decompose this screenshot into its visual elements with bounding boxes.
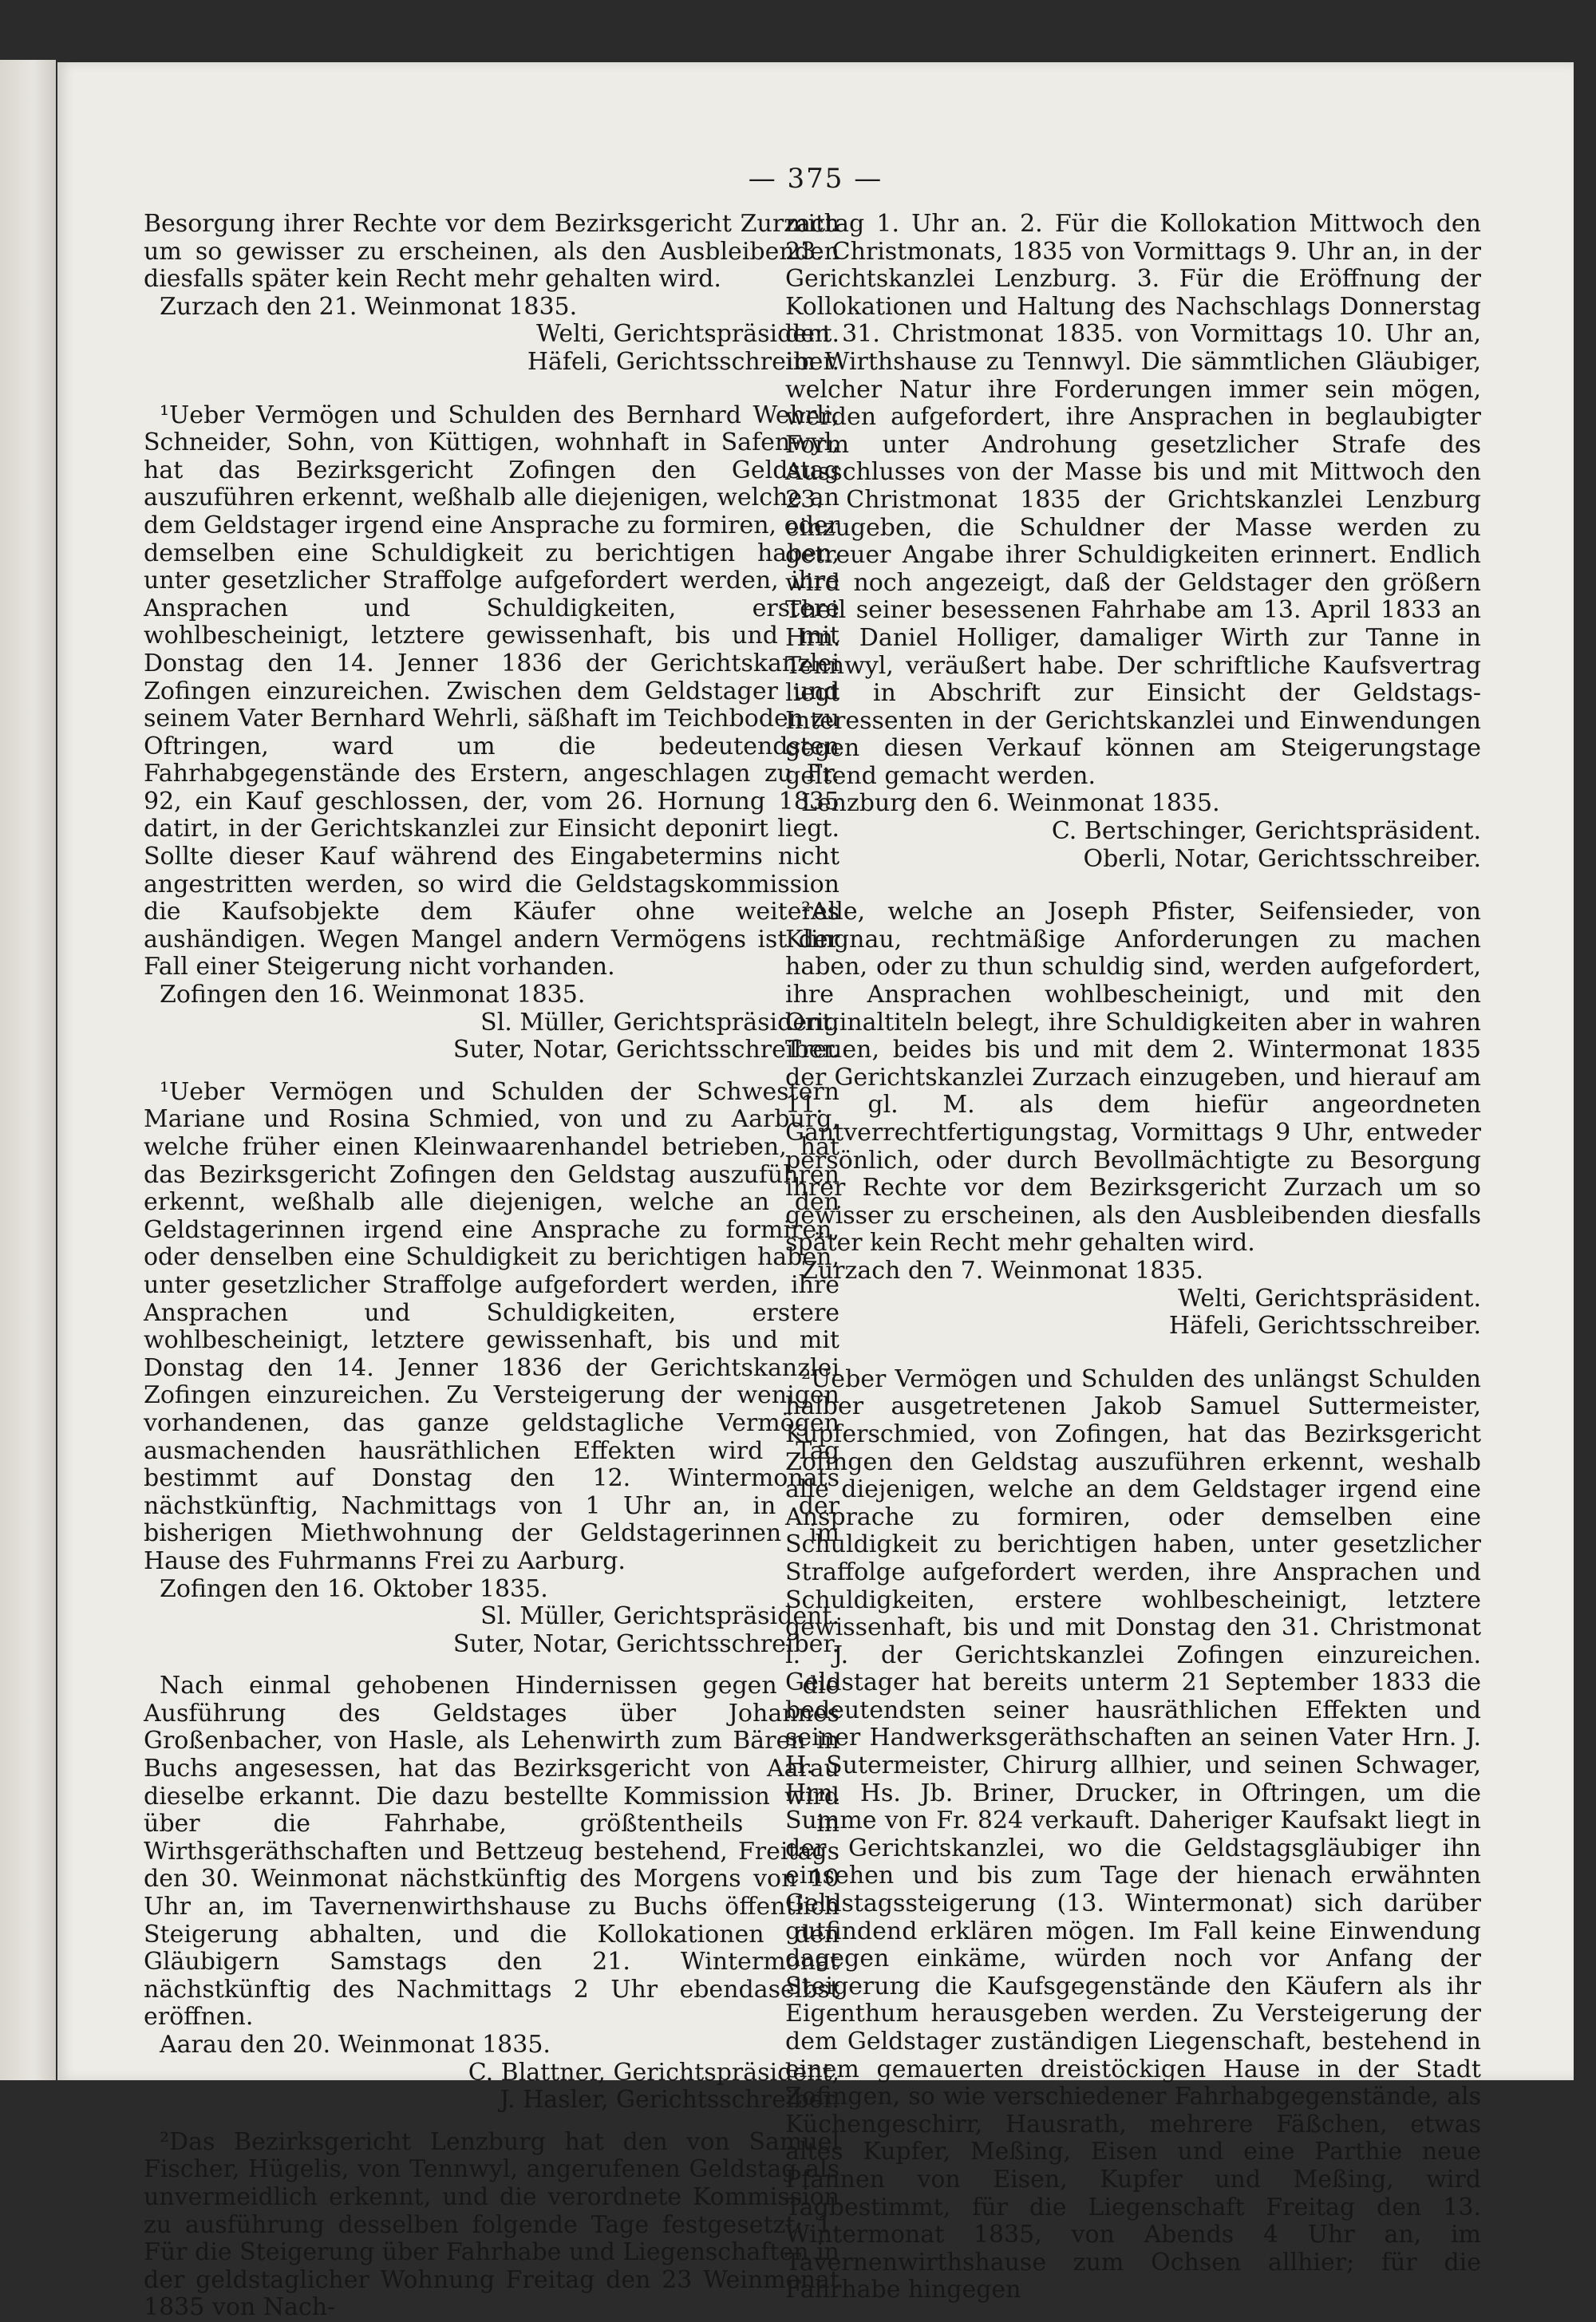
notice-date: Aarau den 20. Weinmonat 1835. <box>160 2031 551 2059</box>
notice-text: ²Das Bezirksgericht Lenzburg hat den von Samuel Fischer, Hügelis, von Tennwyl, angerufenen Geldstag als unvermeidlich erkennt, und die verordnete Kommission zu ausführung desselben folgende Tage festgesetzt: 1. Für die Steigerung über Fahrhabe und Liegenschaften in der geldstaglicher Wohnung Freitag den 23 Weinmonat 1835 von Nach- <box>144 2127 839 2322</box>
notice-text: mittag 1. Uhr an. 2. Für die Kollokation Mittwoch den 23. Christmonats, 1835 von Vormittags 9. Uhr an, in der Gerichtskanzlei Lenzburg. 3. Für die Eröffnung der Kollokationen und Haltung des Nachschlags Donnerstag den 31. Christmonat 1835. von Vormittags 10. Uhr an, im Wirthshause zu Tennwyl. Die sämmtlichen Gläubiger, welcher Natur ihre Forderungen immer sein mögen, werden aufgefordert, ihre Ansprachen in beglaubigter Form unter Androhung gesetzlicher Strafe des Ausschlusses von der Masse bis und mit Mittwoch den 23. Christmonat 1835 der Grichtskanzlei Lenzburg einzugeben, die Schuldner der Masse werden zu getreuer Angabe ihrer Schuldigkeiten erinnert. Endlich wird noch angezeigt, daß der Geldstager den größern Theil seiner besessenen Fahrhabe am 13. April 1833 an Hrn. Daniel Holliger, damaliger Wirth zur Tanne in Tennwyl, veräußert habe. Der schriftliche Kaufsvertrag liegt in Abschrift zur Einsicht der Geldstags-Interessenten in der Gerichtskanzlei und Einwendungen gegen diesen Verkauf können am Steigerungstage geltend gemacht werden. <box>785 210 1481 790</box>
signature-president: Sl. Müller, Gerichtspräsident. <box>480 1602 839 1631</box>
signature-clerk: Suter, Notar, Gerichtsschreiber. <box>452 1036 839 1064</box>
notice-wehrli <box>144 402 839 1064</box>
notice-grossenbacher <box>144 1672 839 2115</box>
signature-president: Welti, Gerichtspräsident. <box>1178 1284 1481 1313</box>
page-number: — 375 — <box>748 163 883 195</box>
notice-suttermeister <box>785 1366 1481 2304</box>
right-column <box>785 211 1481 2304</box>
notice-text: Nach einmal gehobenen Hindernissen gegen die Ausführung des Geldstages über Johannes Großenbacher, von Hasle, als Lehenwirth zum Bären in Buchs angesessen, hat das Bezirksgericht von Aarau dieselbe erkannt. Die dazu bestellte Kommission wird über die Fahrhabe, größtentheils in Wirthsgeräthschaften und Bettzeug bestehend, Freitags den 30. Weinmonat nächstkünftig des Morgens von 10 Uhr an, im Tavernenwirthshause zu Buchs öffentlich Steigerung abhalten, und die Kollokationen den Gläubigern Samstags den 21. Wintermonat nächstkünftig des Nachmittags 2 Uhr ebendaselbst eröffnen. <box>144 1672 839 2032</box>
notice-date: Zurzach den 21. Weinmonat 1835. <box>160 292 578 321</box>
left-column <box>144 211 839 2322</box>
signature-president: Welti, Gerichtspräsident. <box>536 320 839 349</box>
notice-text: Besorgung ihrer Rechte vor dem Bezirksgericht Zurzach um so gewisser zu erscheinen, als den Ausbleibenden diesfalls später kein Recht mehr gehalten wird. <box>144 210 839 294</box>
notice-text: ¹Ueber Vermögen und Schulden des Bernhard Wehrli, Schneider, Sohn, von Küttigen, wohnhaft in Safenwyl, hat das Bezirksgericht Zofingen den Geldstag auszuführen erkennt, weßhalb alle diejenigen, welche an dem Geldstager irgend eine Ansprache zu formiren, oder demselben eine Schuldigkeit zu berichtigen haben, unter gesetzlicher Straffolge aufgefordert werden, ihre Ansprachen und Schuldigkeiten, erstere wohlbescheinigt, letztere gewissenhaft, bis und mit Donstag den 14. Jenner 1836 der Gerichtskanzlei Zofingen einzureichen. Zwischen dem Geldstager und seinem Vater Bernhard Wehrli, säßhaft im Teichboden zu Oftringen, ward um die bedeutendsten Fahrhabgegenstände des Erstern, angeschlagen zu Fr. 92, ein Kauf geschlossen, der, vom 26. Hornung 1835 datirt, in der Gerichtskanzlei zur Einsicht deponirt liegt. Sollte dieser Kauf während des Eingabetermins nicht angestritten werden, so wird die Geldstagskommission die Kaufsobjekte dem Käufer ohne weiteres aushändigen. Wegen Mangel andern Vermögens ist der Fall einer Steigerung nicht vorhanden. <box>144 401 839 981</box>
notice-fischer-continued <box>785 211 1481 873</box>
page <box>57 62 1574 2322</box>
signature-clerk: Oberli, Notar, Gerichtsschreiber. <box>1083 844 1481 873</box>
notice-continued <box>144 211 839 377</box>
notice-date: Zofingen den 16. Oktober 1835. <box>160 1574 548 1603</box>
signature-clerk: J. Hasler, Gerichtsschreiber. <box>500 2086 839 2115</box>
notice-fischer <box>144 2129 839 2322</box>
left-page-edge <box>0 60 56 2080</box>
notice-date: Lenzburg den 6. Weinmonat 1835. <box>801 789 1220 818</box>
notice-schmied <box>144 1079 839 1658</box>
signature-president: Sl. Müller, Gerichtspräsident. <box>480 1008 839 1037</box>
signature-clerk: Häfeli, Gerichtsschreiber. <box>527 347 839 376</box>
notice-pfister <box>785 898 1481 1341</box>
signature-clerk: Suter, Notar, Gerichtsschreiber. <box>452 1629 839 1658</box>
signature-president: C. Blattner, Gerichtspräsident, <box>468 2058 839 2087</box>
notice-date: Zurzach den 7. Weinmonat 1835. <box>801 1256 1204 1285</box>
signature-president: C. Bertschinger, Gerichtspräsident. <box>1051 817 1481 846</box>
notice-text: ²Ueber Vermögen und Schulden des unlängst Schulden halber ausgetretenen Jakob Samuel Suttermeister, Kupferschmied, von Zofingen, hat das Bezirksgericht Zofingen den Geldstag auszuführen erkennt, weshalb alle diejenigen, welche an dem Geldstager irgend eine Ansprache zu formiren, oder demselben eine Schuldigkeit zu berichtigen haben, unter gesetzlicher Straffolge aufgefordert werden, ihre Ansprachen und Schuldigkeiten, erstere wohlbescheinigt, letztere gewissenhaft, bis und mit Donstag den 31. Christmonat l. J. der Gerichtskanzlei Zofingen einzureichen. Geldstager hat bereits unterm 21 September 1833 die bedeutendsten seiner hausräthlichen Effekten und seiner Handwerksgeräthschaften an seinen Vater Hrn. J. H. Sutermeister, Chirurg allhier, und seinen Schwager, Hrn. Hs. Jb. Briner, Drucker, in Oftringen, um die Summe von Fr. 824 verkauft. Daheriger Kaufsakt liegt in der Gerichtskanzlei, wo die Geldstagsgläubiger ihn einsehen und bis zum Tage der hienach erwähnten Geldstagssteigerung (13. Wintermonat) sich darüber gutfindend erklären mögen. Im Fall keine Einwendung dagegen einkäme, würden noch vor Anfang der Steigerung die Kaufsgegenstände den Käufern als ihr Eigenthum herausgeben werden. Zu Versteigerung der dem Geldstager zuständigen Liegenschaft, bestehend in einem gemauerten dreistöckigen Hause in der Stadt Zofingen, so wie verschiedener Fahrhabgegenstände, als Küchengeschirr, Hausrath, mehrere Fäßchen, etwas altes Kupfer, Meßing, Eisen und eine Parthie neue Pfannen von Eisen, Kupfer und Meßing, wird Tagbestimmt, für die Liegenschaft Freitag den 13. Wintermonat 1835, von Abends 4 Uhr an, im Tavernenwirthshause zum Ochsen allhier; für die Fahrhabe hingegen <box>785 1364 1481 2304</box>
notice-text: ²Alle, welche an Joseph Pfister, Seifensieder, von Klingnau, rechtmäßige Anforderungen zu machen haben, oder zu thun schuldig sind, werden aufgefordert, ihre Ansprachen wohlbescheinigt, und mit den Originaltiteln belegt, ihre Schuldigkeiten aber in wahren Treuen, beides bis und mit dem 2. Wintermonat 1835 der Gerichtskanzlei Zurzach einzugeben, und hierauf am 11. gl. M. als dem hiefür angeordneten Gantverrechtfertigungstag, Vormittags 9 Uhr, entweder persönlich, oder durch Bevollmächtigte zu Besorgung ihrer Rechte vor dem Bezirksgericht Zurzach um so gewisser zu erscheinen, als den Ausbleibenden diesfalls später kein Recht mehr gehalten wird. <box>785 898 1481 1258</box>
notice-text: ¹Ueber Vermögen und Schulden der Schwestern Mariane und Rosina Schmied, von und zu Aarburg, welche früher einen Kleinwaarenhandel betrieben, hat das Bezirksgericht Zofingen den Geldstag auszuführen erkennt, weßhalb alle diejenigen, welche an den Geldstagerinnen irgend eine Ansprache zu formiren, oder denselben eine Schuldigkeit zu berichtigen haben, unter gesetzlicher Straffolge aufgefordert werden, ihre Ansprachen und Schuldigkeiten, erstere wohlbescheinigt, letztere gewissenhaft, bis und mit Donstag den 14. Jenner 1836 der Gerichtskanzlei Zofingen einzureichen. Zu Versteigerung der wenigen vorhandenen, das ganze geldstagliche Vermögen ausmachenden hausräthlichen Effekten wird Tag bestimmt auf Donstag den 12. Wintermonats nächstkünftig, Nachmittags von 1 Uhr an, in der bisherigen Miethwohnung der Geldstagerinnen im Hause des Fuhrmanns Frei zu Aarburg. <box>144 1077 839 1575</box>
signature-clerk: Häfeli, Gerichtsschreiber. <box>1168 1312 1481 1341</box>
notice-date: Zofingen den 16. Weinmonat 1835. <box>160 981 586 1009</box>
